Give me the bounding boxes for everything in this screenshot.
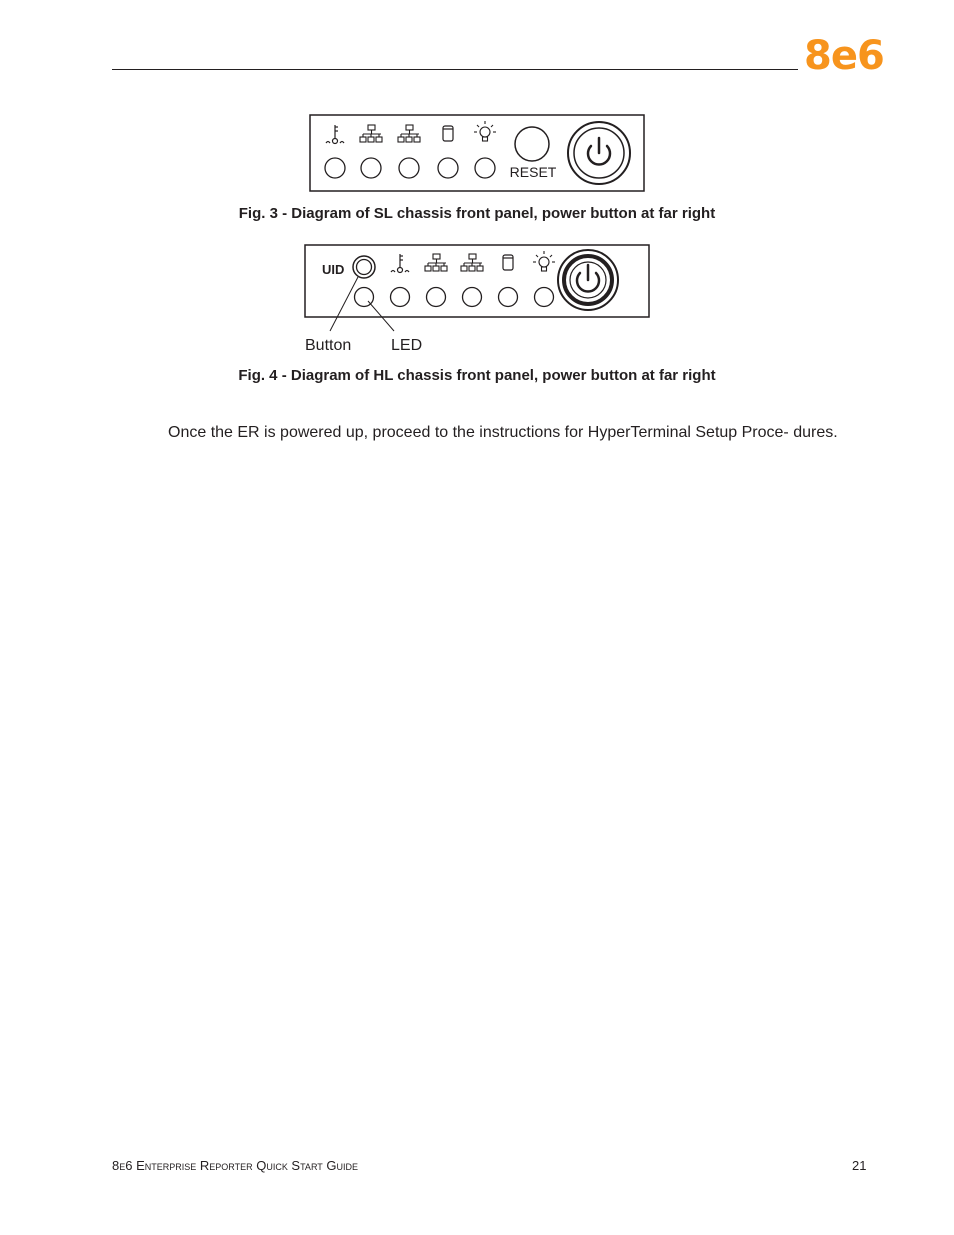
reset-label: RESET	[509, 164, 557, 180]
figure-3-sl-panel	[308, 113, 646, 193]
brand-logo: 8e6	[804, 33, 884, 79]
power-button	[568, 122, 630, 184]
led-indicator	[463, 288, 482, 307]
led-indicator	[475, 158, 495, 178]
uid-label: UID	[322, 262, 345, 277]
reset-button	[515, 127, 549, 161]
button-label: Button	[305, 337, 352, 354]
figure-3-caption: Fig. 3 - Diagram of SL chassis front panel, power button at far right	[238, 205, 716, 222]
page-number: 21	[852, 1158, 867, 1173]
uid-button	[353, 256, 375, 278]
power-button	[558, 250, 618, 310]
led-indicator	[427, 288, 446, 307]
header-rule	[112, 69, 798, 70]
led-indicator	[325, 158, 345, 178]
led-indicator	[438, 158, 458, 178]
led-indicator	[391, 288, 410, 307]
figure-4-caption: Fig. 4 - Diagram of HL chassis front panel, power button at far right	[238, 367, 716, 384]
led-label: LED	[391, 337, 423, 354]
led-indicator	[535, 288, 554, 307]
body-paragraph: Once the ER is powered up, proceed to the instructions for HyperTerminal Setup Proce- dures.	[168, 424, 838, 441]
led-indicator	[361, 158, 381, 178]
figure-4-hl-panel	[300, 243, 652, 359]
led-indicator	[399, 158, 419, 178]
led-indicator	[499, 288, 518, 307]
footer-title: 8e6 Enterprise Reporter Quick Start Guide	[112, 1158, 358, 1173]
